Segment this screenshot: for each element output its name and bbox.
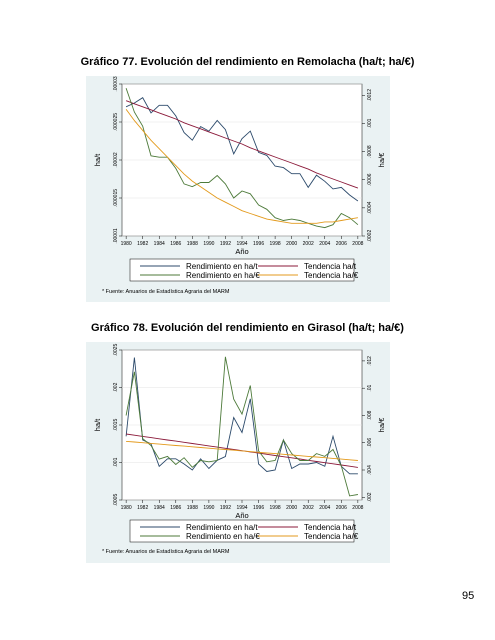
legend-label: Tendencia ha/€ bbox=[304, 532, 359, 541]
y-left-tick-label: .00003 bbox=[113, 76, 119, 92]
x-tick-label: 1990 bbox=[203, 505, 215, 511]
x-tick-label: 1994 bbox=[236, 505, 248, 511]
legend-label: Tendencia ha/t bbox=[304, 523, 357, 532]
y-left-tick-label: .00002 bbox=[113, 152, 119, 168]
x-tick-label: 2000 bbox=[286, 505, 298, 511]
y-right-tick-label: .0008 bbox=[367, 145, 373, 158]
x-tick-label: 1980 bbox=[120, 241, 132, 247]
x-tick-label: 1980 bbox=[120, 505, 132, 511]
x-tick-label: 2006 bbox=[335, 505, 347, 511]
x-tick-label: 2002 bbox=[302, 241, 314, 247]
chart-remolacha bbox=[86, 76, 390, 302]
y-left-tick-label: .000015 bbox=[113, 188, 119, 208]
y-right-tick-label: .0004 bbox=[367, 201, 373, 215]
x-tick-label: 2006 bbox=[335, 241, 347, 247]
y-right-tick-label: .0002 bbox=[367, 229, 373, 243]
x-tick-label: 1984 bbox=[153, 241, 165, 247]
x-axis-title: Año bbox=[235, 247, 249, 256]
x-tick-label: 2004 bbox=[319, 505, 331, 511]
y-left-tick-label: .001 bbox=[113, 457, 119, 468]
y-left-tick-label: .00001 bbox=[113, 228, 119, 244]
legend-label: Rendimiento en ha/t bbox=[186, 523, 258, 532]
chart-girasol bbox=[86, 342, 390, 563]
y-left-axis-title: ha/t bbox=[93, 418, 102, 432]
y-right-tick-label: .004 bbox=[367, 465, 373, 475]
y-right-tick-label: .008 bbox=[367, 410, 373, 421]
x-tick-label: 1992 bbox=[219, 241, 232, 247]
x-tick-label: 2000 bbox=[286, 241, 298, 247]
x-tick-label: 1986 bbox=[170, 505, 182, 511]
legend-label: Rendimiento en ha/€ bbox=[186, 532, 260, 541]
x-axis-title: Año bbox=[235, 511, 249, 520]
y-left-tick-label: .0005 bbox=[113, 493, 119, 507]
x-tick-label: 2008 bbox=[352, 505, 364, 511]
x-tick-label: 1998 bbox=[269, 241, 281, 247]
y-right-tick-label: .002 bbox=[367, 492, 373, 503]
x-tick-label: 1996 bbox=[252, 505, 265, 511]
y-left-axis-title: ha/t bbox=[93, 153, 102, 167]
x-tick-label: 1982 bbox=[137, 505, 149, 511]
y-left-tick-label: .0025 bbox=[113, 343, 119, 357]
y-right-tick-label: .0006 bbox=[367, 173, 373, 186]
x-tick-label: 2008 bbox=[352, 241, 364, 247]
page-number: 95 bbox=[462, 590, 475, 602]
y-right-axis-title: ha/€ bbox=[377, 417, 386, 433]
chart-caption-remolacha: Gráfico 77. Evolución del rendimiento en Remolacha (ha/t; ha/€) bbox=[80, 56, 415, 68]
y-left-tick-label: .0015 bbox=[113, 418, 119, 432]
y-left-tick-label: .000025 bbox=[113, 112, 119, 132]
x-tick-label: 1998 bbox=[269, 505, 281, 511]
y-right-tick-label: .001 bbox=[367, 118, 373, 129]
y-right-axis-title: ha/€ bbox=[377, 152, 386, 168]
x-tick-label: 2002 bbox=[302, 505, 314, 511]
legend-label: Rendimiento en ha/t bbox=[186, 262, 258, 271]
y-right-tick-label: .0012 bbox=[367, 89, 373, 102]
y-right-tick-label: .01 bbox=[367, 384, 373, 392]
legend-label: Rendimiento en ha/€ bbox=[186, 271, 260, 280]
chart-remolacha-svg bbox=[86, 76, 390, 302]
legend-label: Tendencia ha/t bbox=[304, 262, 357, 271]
source-note: * Fuente: Anuarios de Estadística Agraria del MARM bbox=[102, 289, 230, 295]
chart-girasol-svg bbox=[86, 342, 390, 563]
y-right-tick-label: .006 bbox=[367, 437, 373, 448]
x-tick-label: 1982 bbox=[137, 241, 149, 247]
x-tick-label: 1994 bbox=[236, 241, 248, 247]
x-tick-label: 1988 bbox=[186, 241, 198, 247]
x-tick-label: 1984 bbox=[153, 505, 165, 511]
x-tick-label: 1990 bbox=[203, 241, 215, 247]
y-right-tick-label: .012 bbox=[367, 356, 373, 366]
x-tick-label: 1996 bbox=[252, 241, 265, 247]
y-left-tick-label: .002 bbox=[113, 382, 119, 393]
x-tick-label: 1988 bbox=[186, 505, 198, 511]
source-note: * Fuente: Anuarios de Estadística Agraria del MARM bbox=[102, 549, 230, 555]
legend-label: Tendencia ha/€ bbox=[304, 271, 359, 280]
x-tick-label: 2004 bbox=[319, 241, 331, 247]
chart-caption-girasol: Gráfico 78. Evolución del rendimiento en Girasol (ha/t; ha/€) bbox=[91, 322, 404, 334]
x-tick-label: 1992 bbox=[219, 505, 232, 511]
x-tick-label: 1986 bbox=[170, 241, 182, 247]
